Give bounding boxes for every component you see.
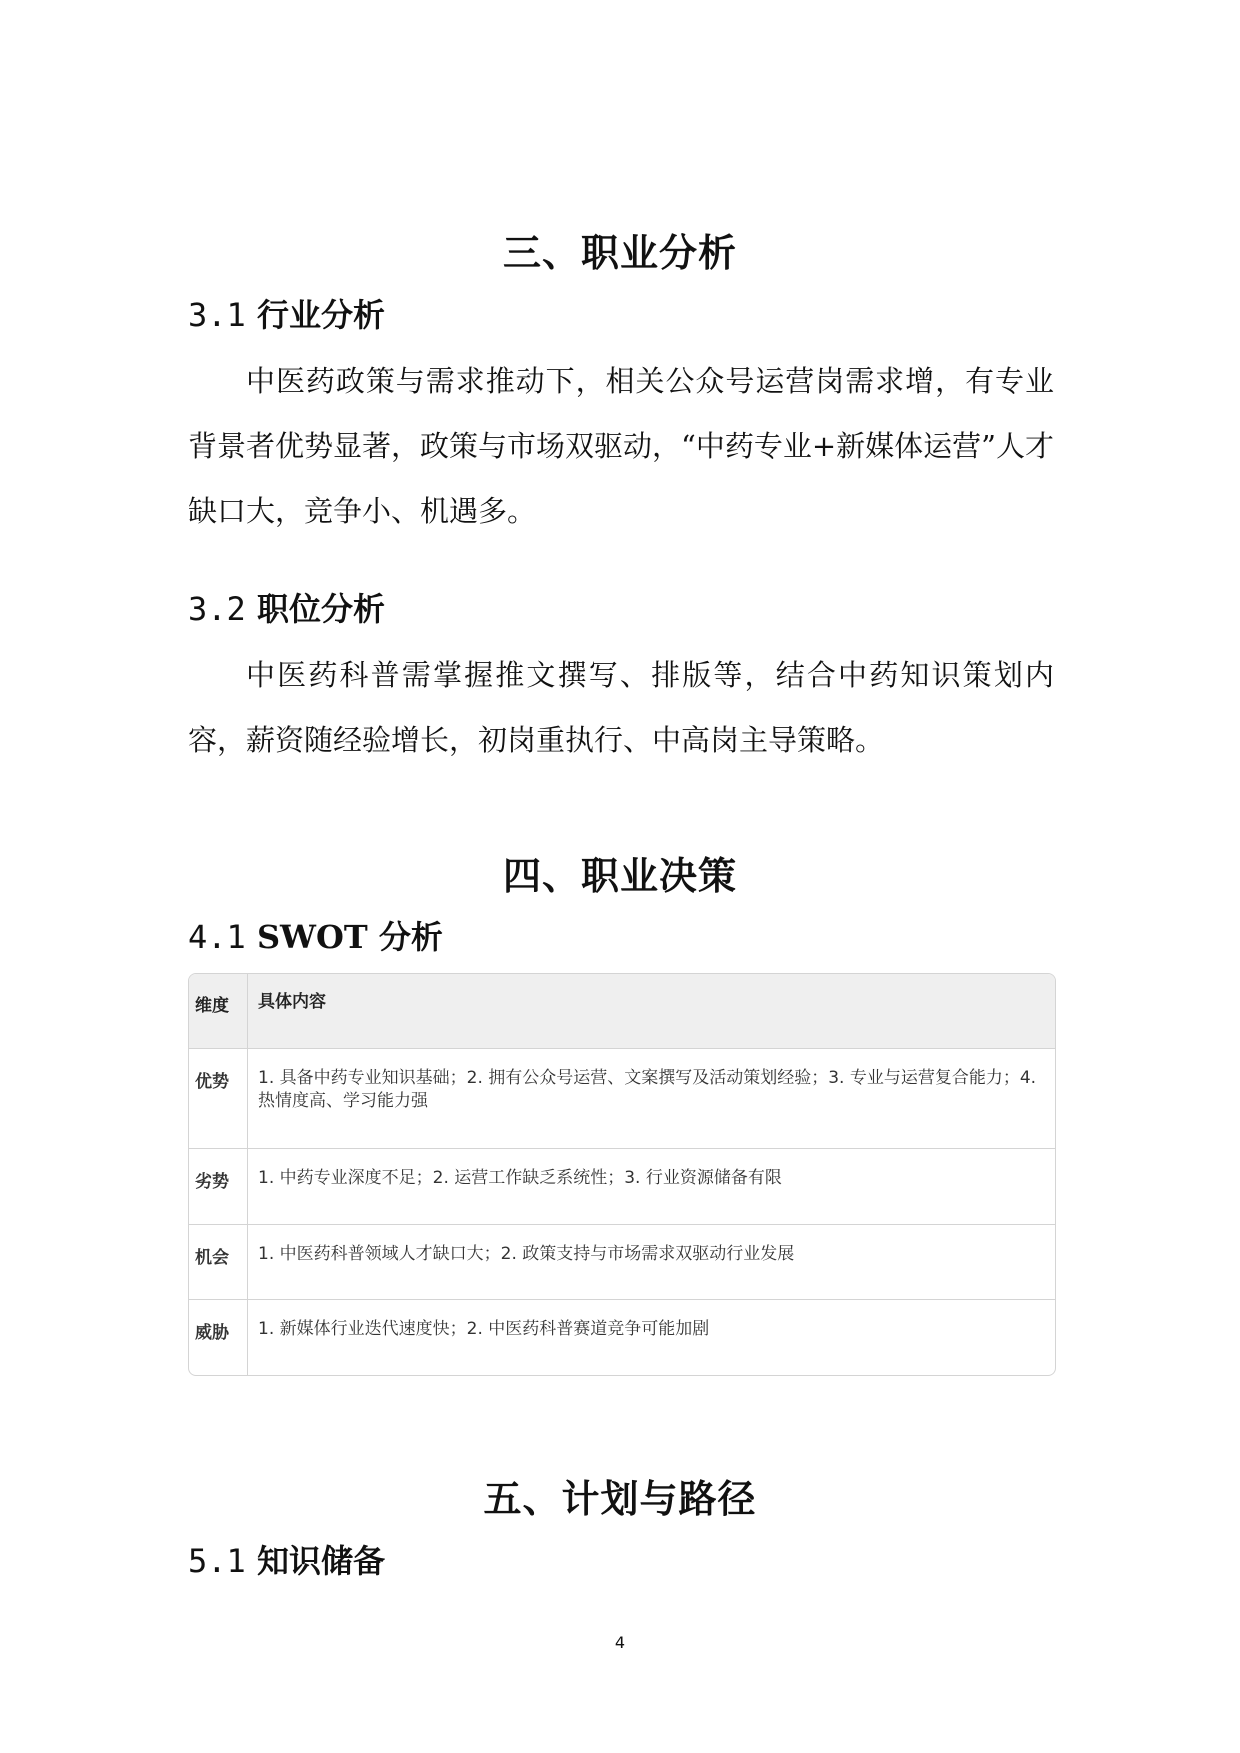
table-row: [189, 1224, 1055, 1299]
section-3-2-paragraph: 中医药科普需掌握推文撰写、排版等，结合中药知识策划内容，薪资随经验增长，初岗重执行、中高岗主导策略。: [188, 658, 1054, 757]
section-3-1-heading: [188, 290, 385, 336]
section-3-1-title: 行业分析: [256, 296, 385, 334]
table-header-row: [189, 974, 1055, 1048]
section-3-2-number: 3.2: [188, 590, 246, 628]
header-dimension: 维度: [189, 974, 248, 1048]
section-5-1-title: 知识储备: [256, 1542, 385, 1580]
header-content: 具体内容: [258, 992, 326, 1012]
row-dimension: 机会: [189, 1224, 248, 1299]
table-row: [189, 1300, 1055, 1375]
section-5-1-number: 5.1: [188, 1542, 246, 1580]
row-content: 1. 具备中药专业知识基础；2. 拥有公众号运营、文案撰写及活动策划经验；3. 专业与运营复合能力；4. 热情度高、学习能力强: [258, 1067, 1037, 1111]
chapter-4-title: 四、职业决策: [502, 853, 737, 898]
section-4-1-number: 4.1: [188, 918, 246, 956]
swot-table: [188, 973, 1056, 1376]
row-dimension: 劣势: [189, 1149, 248, 1224]
chapter-3-title: 三、职业分析: [502, 230, 737, 275]
section-3-1-paragraph: 中医药政策与需求推动下，相关公众号运营岗需求增，有专业背景者优势显著，政策与市场双驱动，“中药专业+新媒体运营”人才缺口大，竞争小、机遇多。: [188, 364, 1054, 528]
section-4-1-heading: [188, 912, 443, 958]
row-content: 1. 新媒体行业迭代速度快；2. 中医药科普赛道竞争可能加剧: [258, 1319, 710, 1340]
section-3-2-heading: [188, 584, 385, 630]
table-row: [189, 1149, 1055, 1224]
page-number: 4: [614, 1633, 626, 1652]
row-content: 1. 中药专业深度不足；2. 运营工作缺乏系统性；3. 行业资源储备有限: [258, 1168, 782, 1189]
table-row: [189, 1048, 1055, 1149]
section-3-1-number: 3.1: [188, 296, 246, 334]
chapter-5-title: 五、计划与路径: [483, 1476, 757, 1521]
row-content: 1. 中医药科普领域人才缺口大；2. 政策支持与市场需求双驱动行业发展: [258, 1243, 795, 1264]
row-dimension: 优势: [189, 1048, 248, 1149]
section-4-1-title: SWOT 分析: [256, 918, 443, 956]
row-dimension: 威胁: [189, 1300, 248, 1375]
section-5-1-heading: [188, 1536, 385, 1582]
section-3-2-title: 职位分析: [256, 590, 385, 628]
